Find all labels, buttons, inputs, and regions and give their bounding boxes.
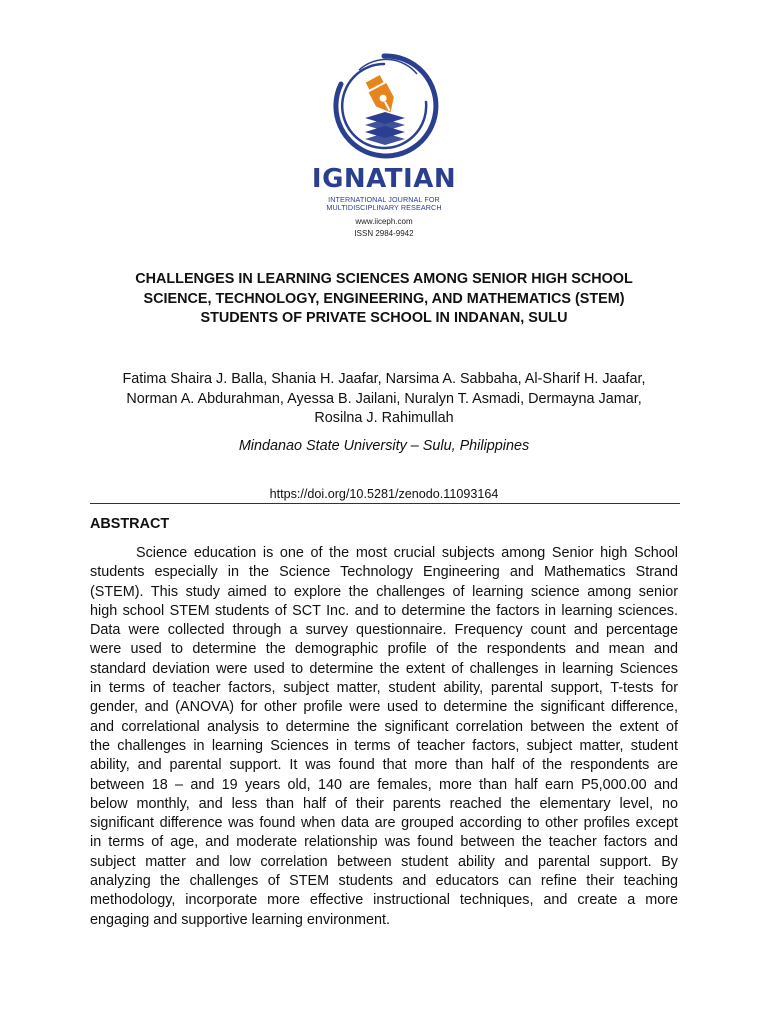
journal-subtitle-line: INTERNATIONAL JOURNAL FOR <box>328 195 440 204</box>
abstract-line: significant difference was found when data are grouped according to other profiles except <box>90 815 678 832</box>
journal-subtitle-line: MULTIDISCIPLINARY RESEARCH <box>326 203 442 212</box>
abstract-heading: ABSTRACT <box>90 516 170 532</box>
author-line: Fatima Shaira J. Balla, Shania H. Jaafar, Narsima A. Sabbaha, Al-Sharif H. Jaafar, <box>122 371 646 387</box>
abstract-line: engaging and supportive learning environment. <box>90 911 391 928</box>
journal-logo-icon <box>329 50 439 168</box>
abstract-body <box>90 544 678 930</box>
abstract-line: Data were collected through a survey questionnaire. Frequency count and percentage <box>90 622 678 639</box>
title-line: STUDENTS OF PRIVATE SCHOOL IN INDANAN, SULU <box>200 310 568 326</box>
abstract-line: gender, and (ANOVA) for other profile were used to determine the significant difference, <box>90 699 678 716</box>
journal-name: IGNATIAN <box>311 164 457 194</box>
abstract-line: in terms of teacher factors, subject matter, student ability, parental support, T-tests for <box>90 680 678 697</box>
abstract-line: standard deviation were used to determine the extent of challenges in learning Sciences <box>90 660 678 677</box>
abstract-line: ability, and parental support. It was found that more than half of the respondents are <box>90 757 678 774</box>
journal-subtitle <box>0 196 768 212</box>
paper-title <box>90 270 678 329</box>
author-line: Norman A. Abdurahman, Ayessa B. Jailani, Nuralyn T. Asmadi, Dermayna Jamar, <box>126 390 642 407</box>
abstract-line: between 18 – and 19 years old, 140 are females, more than half earn P5,000.00 and <box>90 776 678 793</box>
abstract-line: analyzing the challenges of STEM students and educators can refine their teaching <box>90 873 678 890</box>
journal-logo-block <box>0 50 768 245</box>
section-divider <box>90 503 680 504</box>
abstract-line: subject matter and low correlation between student ability and parental support. By <box>90 853 678 870</box>
doi-link[interactable]: https://doi.org/10.5281/zenodo.11093164 <box>269 487 499 501</box>
abstract-line: high school STEM students of SCT Inc. and to determine the factors in learning sciences. <box>90 602 678 619</box>
abstract-line: Science education is one of the most crucial subjects among Senior high School <box>136 545 678 561</box>
abstract-line: the challenges in learning Sciences in terms of teacher factors, subject matter, student <box>90 737 678 754</box>
abstract-line: students especially in the Science Technology Engineering and Mathematics Strand <box>90 564 678 581</box>
journal-website: www.iiceph.com <box>355 217 413 226</box>
journal-issn: ISSN 2984-9942 <box>354 229 414 238</box>
abstract-line: were used to determine the demographic profile of the respondents and mean and <box>90 641 678 658</box>
abstract-line: below monthly, and less than half of their parents reached the elementary level, no <box>90 795 678 812</box>
title-line: SCIENCE, TECHNOLOGY, ENGINEERING, AND MATHEMATICS (STEM) <box>143 290 625 307</box>
abstract-line: in terms of age, and moderate relationship was found between the teacher factors and <box>90 834 678 851</box>
affiliation: Mindanao State University – Sulu, Philippines <box>238 438 530 454</box>
abstract-line: (STEM). This study aimed to explore the challenges of learning science among senior <box>90 583 678 600</box>
abstract-line: and correlational analysis to determine the significant correlation between the extent of <box>90 718 678 735</box>
author-list <box>90 370 678 429</box>
title-line: CHALLENGES IN LEARNING SCIENCES AMONG SENIOR HIGH SCHOOL <box>135 271 633 287</box>
author-line: Rosilna J. Rahimullah <box>314 410 454 426</box>
abstract-line: methodology, incorporate more effective instructional techniques, and create a more <box>90 892 678 909</box>
